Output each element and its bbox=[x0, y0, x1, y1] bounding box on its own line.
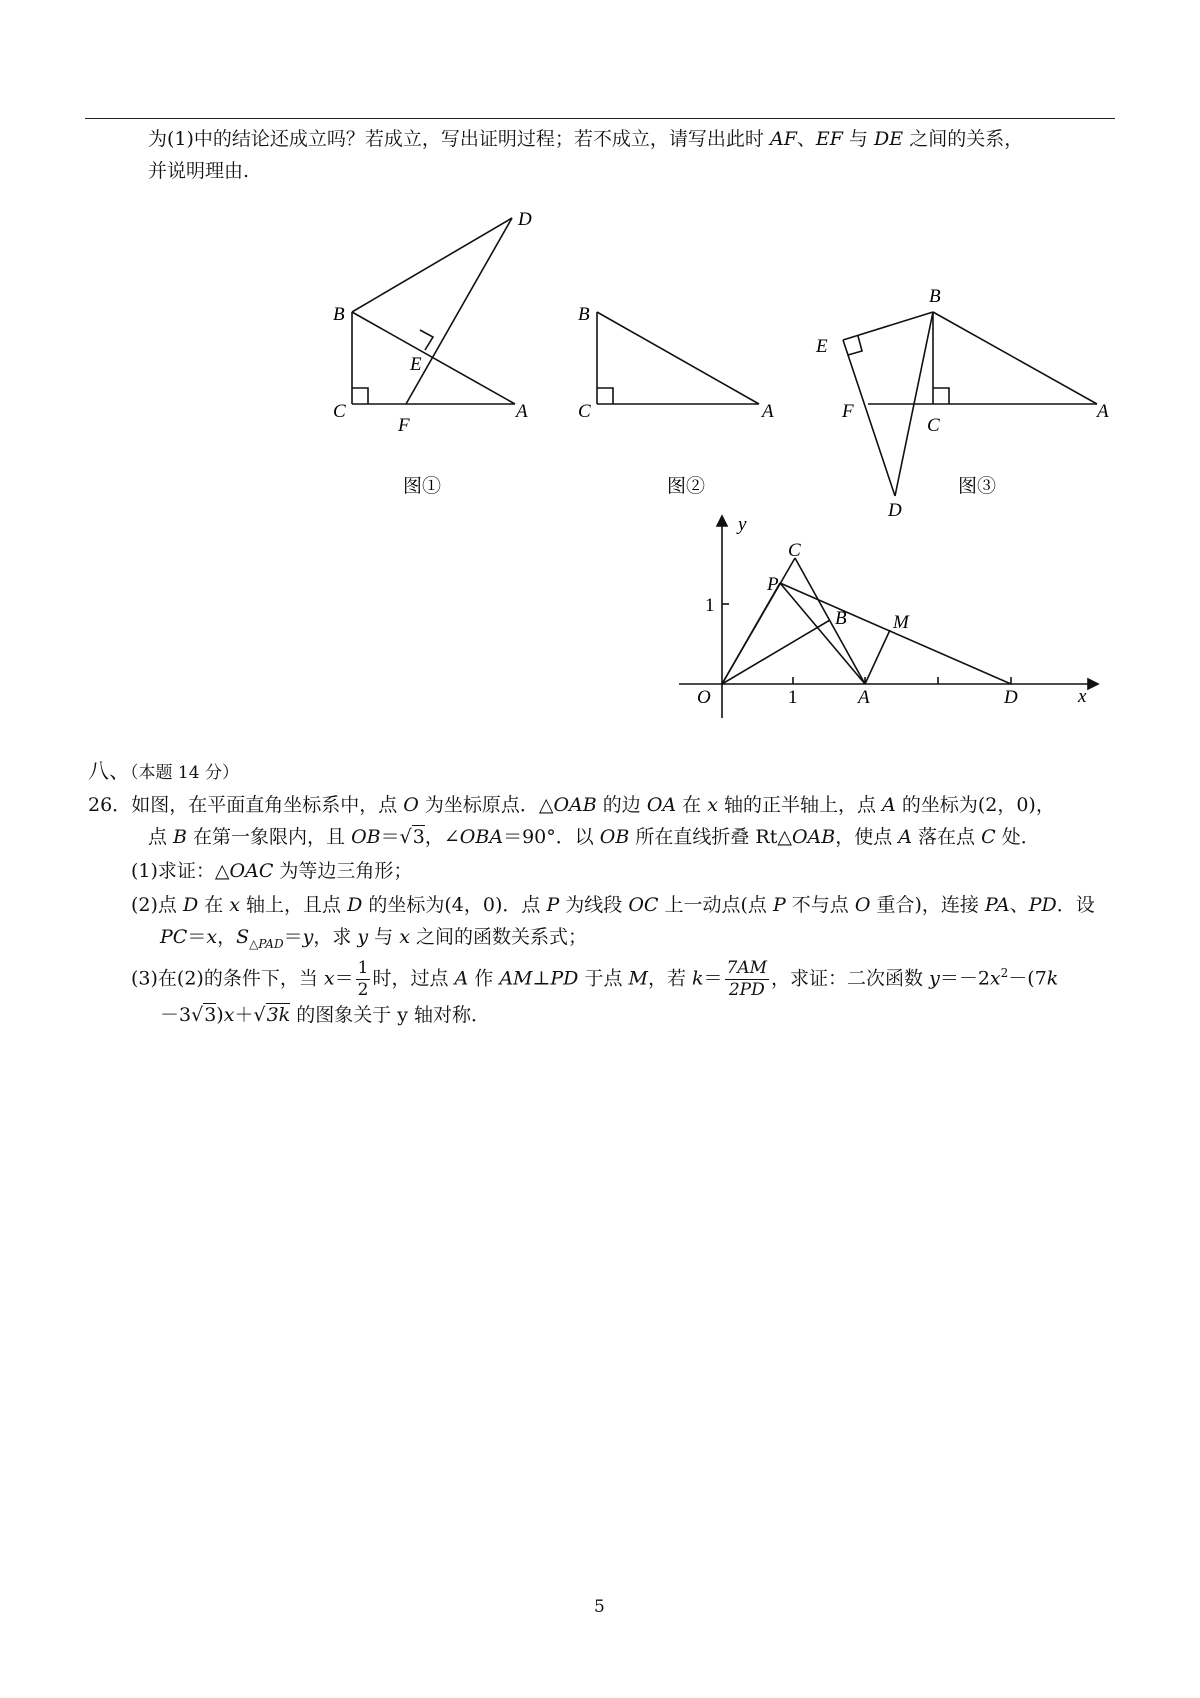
text: 落在点 bbox=[912, 826, 982, 848]
coord-tick-1-x: 1 bbox=[788, 687, 798, 708]
text-run: PA bbox=[984, 894, 1010, 916]
text: x bbox=[223, 1004, 235, 1026]
text: (3)在(2)的条件下，当 bbox=[131, 967, 324, 990]
figure-3 bbox=[815, 286, 1109, 521]
text: 所在直线折叠 Rt△ bbox=[629, 826, 792, 848]
coord-label-P: P bbox=[767, 574, 779, 595]
text-run: 不与点 bbox=[785, 894, 855, 916]
question-2-text bbox=[131, 894, 1095, 916]
text-run: x bbox=[707, 794, 718, 816]
text: 处． bbox=[995, 826, 1040, 848]
text: －(7 bbox=[1008, 967, 1047, 990]
coord-label-x: x bbox=[1078, 686, 1087, 707]
question-3-line-2: －3√3)x＋√3k 的图象关于 y 轴对称． bbox=[160, 1004, 491, 1026]
text: ＝ bbox=[703, 967, 723, 990]
text: OBA bbox=[459, 826, 504, 848]
text: B bbox=[173, 826, 188, 848]
denominator: 2 bbox=[357, 979, 369, 1000]
problem-stem-line-1 bbox=[131, 794, 1055, 816]
text: x bbox=[323, 967, 335, 990]
fig3-label-B: B bbox=[929, 286, 941, 307]
fig1-label-E: E bbox=[410, 354, 422, 375]
text: PD bbox=[550, 967, 579, 990]
fraction-one-half bbox=[356, 957, 371, 1000]
text: A bbox=[898, 826, 913, 848]
text: y bbox=[357, 926, 369, 948]
text-run: 为线段 bbox=[559, 894, 629, 916]
text-run: 、 bbox=[1009, 894, 1029, 916]
text: 作 bbox=[468, 967, 500, 990]
coord-label-D: D bbox=[1004, 687, 1018, 708]
section-number: 八、 bbox=[88, 759, 130, 783]
text-run: OC bbox=[628, 894, 659, 916]
text-run: O bbox=[854, 894, 871, 916]
text-run: PD bbox=[1028, 894, 1057, 916]
coord-label-M: M bbox=[893, 612, 909, 633]
text: S bbox=[236, 926, 250, 948]
text: OAC bbox=[229, 860, 274, 882]
text: 为(1)中的结论还成立吗？若成立，写出证明过程；若不成立，请写出此时 bbox=[148, 128, 770, 150]
text: x bbox=[399, 926, 410, 948]
text-run: 上一动点(点 bbox=[658, 894, 773, 916]
text: DE bbox=[874, 128, 904, 150]
text-run: 的边 bbox=[596, 794, 647, 816]
text: 与 bbox=[842, 128, 875, 150]
fig3-caption: 图③ bbox=[958, 476, 997, 497]
text-run: (2)点 bbox=[131, 894, 183, 916]
fig2-label-B: B bbox=[578, 304, 590, 325]
text: 于点 bbox=[578, 967, 629, 990]
fig3-label-F: F bbox=[842, 401, 854, 422]
text-run: x bbox=[229, 894, 241, 916]
fig1-label-F: F bbox=[398, 415, 410, 436]
fig1-label-D: D bbox=[518, 209, 532, 230]
text: x bbox=[989, 967, 1001, 990]
fig1-label-C: C bbox=[333, 401, 346, 422]
denominator: 2PD bbox=[728, 979, 765, 1000]
fig3-label-C: C bbox=[927, 415, 940, 436]
sqrt-value: 3k bbox=[266, 1004, 291, 1026]
text: AM bbox=[499, 967, 533, 990]
text: ) bbox=[216, 1004, 224, 1026]
text: ，若 bbox=[647, 967, 693, 990]
text: 的图象关于 y 轴对称． bbox=[290, 1004, 491, 1026]
text-run: O bbox=[403, 794, 419, 816]
text: (1)求证：△ bbox=[131, 860, 230, 882]
text: ，求证：二次函数 bbox=[771, 967, 930, 990]
fig3-label-A: A bbox=[1097, 401, 1109, 422]
text: x bbox=[206, 926, 218, 948]
coord-tick-1-y: 1 bbox=[705, 595, 715, 616]
geometry-figures bbox=[0, 0, 1200, 720]
text: ， bbox=[217, 926, 237, 948]
text: EF bbox=[815, 128, 843, 150]
fig2-label-A: A bbox=[762, 401, 774, 422]
text: 为等边三角形； bbox=[273, 860, 413, 882]
text-run: D bbox=[347, 894, 363, 916]
text: C bbox=[981, 826, 996, 848]
text: OAB bbox=[791, 826, 836, 848]
figure-1 bbox=[333, 209, 532, 497]
text: 之间的关系， bbox=[903, 128, 1024, 150]
text: 点 bbox=[148, 826, 174, 848]
text: ，使点 bbox=[835, 826, 899, 848]
sqrt-value: 3 bbox=[204, 1004, 217, 1026]
text: 与 bbox=[368, 926, 400, 948]
text: y bbox=[929, 967, 940, 990]
coord-label-C: C bbox=[788, 540, 801, 561]
text-run: OAB bbox=[553, 794, 597, 816]
text: AF bbox=[769, 128, 797, 150]
text-run: A bbox=[882, 794, 896, 816]
text: ＝－2 bbox=[939, 967, 990, 990]
text: A bbox=[454, 967, 469, 990]
fig2-caption: 图② bbox=[667, 476, 706, 497]
text-run: 在 bbox=[198, 894, 230, 916]
text: ＝ bbox=[187, 926, 207, 948]
text: PC bbox=[160, 926, 188, 948]
text: ，求 bbox=[313, 926, 358, 948]
coord-label-y: y bbox=[738, 514, 747, 535]
text: 、 bbox=[796, 128, 816, 150]
text: ⊥ bbox=[532, 967, 551, 990]
numerator: 7AM bbox=[726, 957, 768, 978]
page-number: 5 bbox=[594, 1597, 605, 1617]
text-run: ．设 bbox=[1056, 894, 1095, 916]
question-3 bbox=[131, 950, 1058, 1001]
problem-number: 26． bbox=[88, 794, 132, 816]
section-heading bbox=[88, 756, 239, 788]
problem-line-1 bbox=[88, 790, 1055, 820]
text-run: 如图，在平面直角坐标系中，点 bbox=[131, 794, 404, 816]
text-run: 在 bbox=[676, 794, 708, 816]
text: 在第一象限内，且 bbox=[187, 826, 352, 848]
question-1 bbox=[131, 856, 412, 886]
text-run: 的坐标为(4，0)．点 bbox=[362, 894, 547, 916]
coord-label-O: O bbox=[697, 687, 711, 708]
subscript: △PAD bbox=[249, 936, 284, 951]
text: ＝ bbox=[334, 967, 354, 990]
text: k bbox=[1046, 967, 1059, 990]
question-2 bbox=[131, 890, 1095, 920]
coord-label-B: B bbox=[835, 608, 847, 629]
continuation-line-2: 并说明理由. bbox=[148, 160, 250, 182]
sqrt-value: 3 bbox=[412, 826, 425, 848]
text-run: 轴上，且点 bbox=[240, 894, 348, 916]
figure-2 bbox=[578, 304, 774, 497]
text: ＝ bbox=[283, 926, 303, 948]
text-run: 为坐标原点．△ bbox=[418, 794, 554, 816]
section-points: （本题 14 分） bbox=[130, 763, 239, 783]
text: OB bbox=[351, 826, 381, 848]
text: M bbox=[628, 967, 648, 990]
fig3-label-D: D bbox=[888, 500, 902, 521]
numerator: 1 bbox=[357, 957, 369, 978]
text-run: 的坐标为(2，0)， bbox=[895, 794, 1055, 816]
text-run: P bbox=[546, 894, 560, 916]
text: OB bbox=[599, 826, 630, 848]
text: y bbox=[302, 926, 314, 948]
fig2-label-C: C bbox=[578, 401, 591, 422]
superscript: 2 bbox=[1000, 966, 1009, 980]
text-run: 轴的正半轴上，点 bbox=[717, 794, 883, 816]
problem-line-2: 点 B 在第一象限内，且 OB＝√3，∠OBA＝90°．以 OB 所在直线折叠 Rt△OAB，使点 A 落在点 C 处． bbox=[148, 826, 1040, 848]
fig3-label-E: E bbox=[816, 336, 828, 357]
coord-label-A: A bbox=[858, 687, 870, 708]
text-run: OA bbox=[646, 794, 677, 816]
text: 时，过点 bbox=[372, 967, 455, 990]
text-run: P bbox=[772, 894, 786, 916]
text: －3 bbox=[160, 1004, 192, 1026]
text: 之间的函数关系式； bbox=[409, 926, 587, 948]
coordinate-figure bbox=[679, 514, 1098, 718]
text: ＝90°．以 bbox=[503, 826, 600, 848]
text-run: D bbox=[182, 894, 199, 916]
fraction-k bbox=[725, 957, 770, 1000]
text-run: 重合)，连接 bbox=[870, 894, 985, 916]
text: k bbox=[692, 967, 704, 990]
fig1-label-A: A bbox=[516, 401, 528, 422]
text: ＋ bbox=[234, 1004, 254, 1026]
fig1-label-B: B bbox=[333, 304, 345, 325]
fig1-caption: 图① bbox=[403, 476, 442, 497]
text: ＝ bbox=[380, 826, 400, 848]
text: ，∠ bbox=[424, 826, 460, 848]
